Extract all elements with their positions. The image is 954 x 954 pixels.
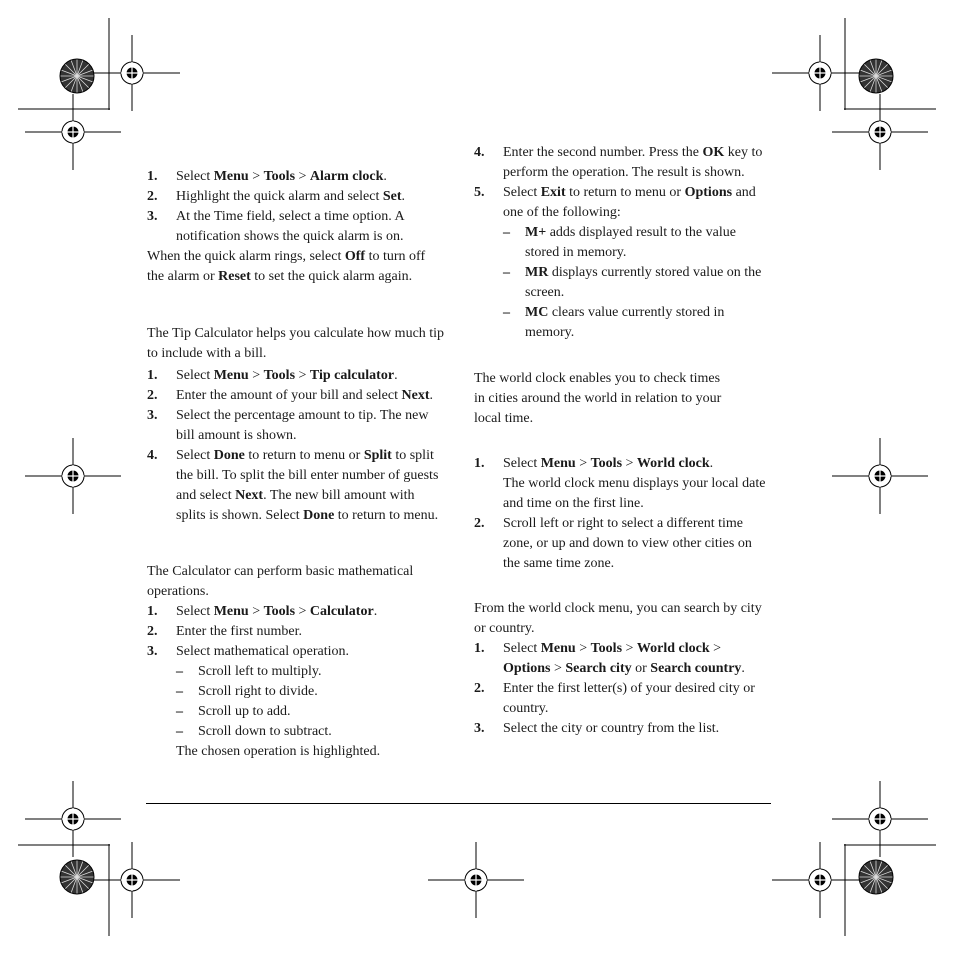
dash-item: – Scroll right to divide. (176, 684, 318, 699)
step-item (147, 622, 445, 642)
search-intro: From the world clock menu, you can search by city or country. (474, 601, 762, 636)
calc-result: The chosen operation is highlighted. (176, 744, 381, 759)
step-text: Select Menu > Tools > World clock > Options > Search city or Search country. (503, 641, 745, 676)
dash-item: – Scroll down to subtract. (176, 724, 332, 739)
step-text: Select Menu > Tools > Tip calculator. (176, 368, 398, 383)
step-item (474, 639, 772, 679)
step-text: Scroll left or right to select a different time zone, or up and down to view other cities on the same time zone. (503, 516, 752, 571)
crosshair-mark (25, 438, 121, 514)
step-item (147, 642, 445, 662)
world-intro: The world clock enables you to check times in cities around the world in relation to your local time. (474, 371, 722, 426)
crosshair-mark (772, 35, 868, 111)
step-number: 3. (147, 644, 158, 659)
crosshair-mark (772, 842, 868, 918)
step-item (474, 183, 772, 223)
step-text: Enter the first number. (176, 624, 302, 639)
left-column (147, 167, 445, 762)
world-steps (474, 454, 772, 474)
step-number: 3. (147, 408, 158, 423)
step-item (147, 602, 445, 622)
crosshair-mark (428, 842, 524, 918)
alarm-steps (147, 167, 445, 247)
step-number: 3. (147, 209, 158, 224)
step-number: 2. (147, 624, 158, 639)
step-text: At the Time field, select a time option. A notification shows the quick alarm is on. (176, 209, 404, 244)
crosshair-mark (832, 438, 928, 514)
starburst-mark (859, 59, 893, 93)
step-item (147, 366, 445, 386)
crosshair-mark (25, 94, 121, 170)
step-text: Select the city or country from the list. (503, 721, 720, 736)
step-item (147, 167, 445, 187)
step-number: 2. (474, 681, 485, 696)
dash-item: – Scroll up to add. (176, 704, 291, 719)
option-item: – MR displays currently stored value on the screen. (503, 265, 762, 300)
step-number: 2. (474, 516, 485, 531)
step-number: 1. (474, 456, 485, 471)
step-number: 2. (147, 189, 158, 204)
step-item (474, 454, 772, 474)
step-item (474, 719, 772, 739)
step-text: Select Menu > Tools > Calculator. (176, 604, 378, 619)
step-number: 1. (147, 368, 158, 383)
tip-intro: The Tip Calculator helps you calculate how much tip to include with a bill. (147, 326, 445, 361)
world-steps-2 (474, 514, 772, 574)
step-text: Highlight the quick alarm and select Set. (176, 189, 405, 204)
right-column (474, 143, 772, 739)
calc-intro: The Calculator can perform basic mathematical operations. (147, 564, 414, 599)
step-item (147, 207, 445, 247)
step-number: 5. (474, 185, 485, 200)
step-number: 4. (147, 448, 158, 463)
starburst-mark (859, 860, 893, 894)
step-item (474, 143, 772, 183)
step-text: Select Menu > Tools > World clock. (503, 456, 714, 471)
step-number: 4. (474, 145, 485, 160)
search-steps (474, 639, 772, 739)
option-item: – M+ adds displayed result to the value stored in memory. (503, 225, 736, 260)
option-item: – MC clears value currently stored in memory. (503, 305, 725, 340)
step-text: Select Menu > Tools > Alarm clock. (176, 169, 387, 184)
calc-steps-continued (474, 143, 772, 223)
step-number: 1. (147, 169, 158, 184)
footer-rule (146, 803, 771, 804)
step-text: Select Done to return to menu or Split to split the bill. To split the bill enter number of guests and select Next. The new bill amount with splits is shown. Select Done to return to menu. (176, 448, 439, 523)
calc-steps (147, 602, 445, 662)
step-number: 1. (147, 604, 158, 619)
step-item (147, 187, 445, 207)
crosshair-mark (832, 94, 928, 170)
step-item (147, 406, 445, 446)
starburst-mark (60, 59, 94, 93)
step-text: Select the percentage amount to tip. The new bill amount is shown. (176, 408, 429, 443)
step-number: 3. (474, 721, 485, 736)
memory-options (474, 223, 772, 343)
step-text: Enter the second number. Press the OK key to perform the operation. The result is shown. (503, 145, 763, 180)
world-step-note: The world clock menu displays your local date and time on the first line. (503, 476, 766, 511)
crosshair-mark (84, 842, 180, 918)
step-text: Select mathematical operation. (176, 644, 349, 659)
crosshair-mark (832, 781, 928, 857)
step-text: Enter the amount of your bill and select Next. (176, 388, 433, 403)
step-item (474, 679, 772, 719)
step-text: Select Exit to return to menu or Options and one of the following: (503, 185, 756, 220)
step-item (474, 514, 772, 574)
crosshair-mark (84, 35, 180, 111)
step-item (147, 386, 445, 406)
step-item (147, 446, 445, 526)
dash-item: – Scroll left to multiply. (176, 664, 322, 679)
step-number: 2. (147, 388, 158, 403)
calc-operations (147, 662, 445, 742)
tip-steps (147, 366, 445, 526)
alarm-note: When the quick alarm rings, select Off to turn off the alarm or Reset to set the quick alarm again. (147, 249, 426, 284)
crosshair-mark (25, 781, 121, 857)
step-text: Enter the first letter(s) of your desired city or country. (503, 681, 755, 716)
step-number: 1. (474, 641, 485, 656)
starburst-mark (60, 860, 94, 894)
